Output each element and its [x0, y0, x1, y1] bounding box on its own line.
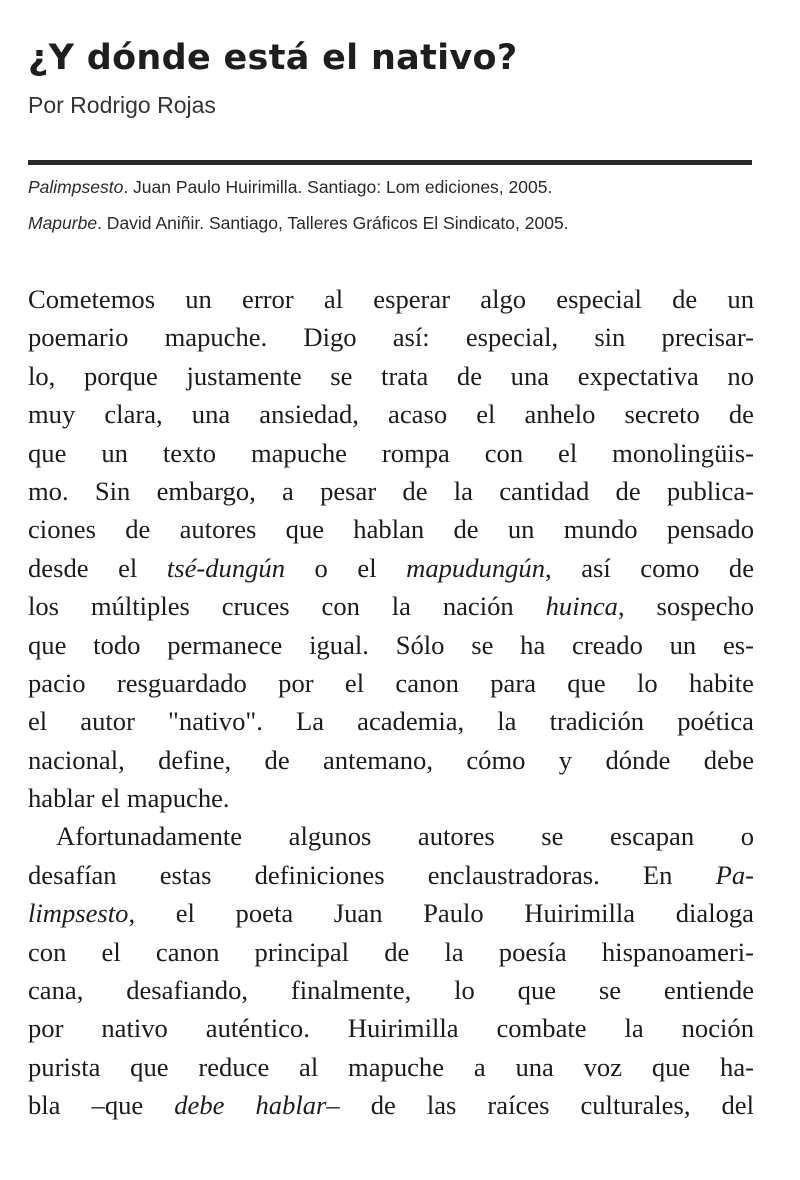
article-byline: Por Rodrigo Rojas — [28, 92, 216, 118]
text-run: Afortunadamente algunos autores se escapan o — [56, 821, 754, 852]
text-line — [28, 434, 754, 472]
text-run: hablar el mapuche. — [28, 783, 230, 814]
text-line — [28, 817, 754, 855]
text-run: purista que reduce al mapuche a una voz que ha- — [28, 1051, 754, 1082]
text-run: lo, porque justamente se trata de una expectativa no — [28, 360, 754, 391]
book-title: Palimpsesto — [28, 177, 124, 197]
text-run: mo. Sin embargo, a pesar de la cantidad de publica- — [28, 475, 754, 506]
italic-text: huinca — [545, 591, 618, 622]
header-rule — [28, 160, 752, 165]
text-line — [28, 702, 754, 740]
text-run: ciones de autores que hablan de un mundo pensado — [28, 514, 754, 545]
text-line — [28, 357, 754, 395]
text-line — [28, 510, 754, 548]
italic-text: Pa- — [715, 859, 754, 890]
book-details: . David Aniñir. Santiago, Talleres Gráficos El Sindicato, 2005. — [97, 213, 569, 233]
text-run: Cometemos un error al esperar algo especial de un — [28, 284, 754, 314]
text-line — [28, 856, 754, 894]
text-run: , el poeta Juan Paulo Huirimilla dialoga — [128, 898, 754, 929]
text-line — [28, 933, 754, 971]
text-line — [28, 1048, 754, 1086]
text-run: desde el — [28, 552, 167, 583]
text-line — [28, 472, 754, 510]
article-title: ¿Y dónde está el nativo? — [28, 38, 518, 78]
text-run: los múltiples cruces con la nación — [28, 591, 546, 622]
text-line — [28, 1086, 754, 1124]
text-line — [28, 971, 754, 1009]
text-run: el autor "nativo". La academia, la tradición poética — [28, 706, 754, 737]
book-title: Mapurbe — [28, 213, 98, 233]
text-line — [28, 664, 754, 702]
text-line — [28, 318, 754, 356]
text-run: , sospecho — [617, 591, 754, 622]
text-run: pacio resguardado por el canon para que lo habite — [28, 667, 754, 698]
text-run: – de las raíces culturales, del — [326, 1090, 754, 1121]
text-line — [28, 894, 754, 932]
italic-text: debe hablar — [174, 1090, 327, 1121]
text-line — [28, 587, 754, 625]
book-references — [28, 176, 758, 248]
text-run: que un texto mapuche rompa con el monolingüis- — [28, 437, 754, 468]
text-run: muy clara, una ansiedad, acaso el anhelo secreto de — [28, 399, 754, 430]
text-run: que todo permanece igual. Sólo se ha creado un es- — [28, 629, 754, 660]
text-run: bla –que — [28, 1090, 175, 1121]
text-run: con el canon principal de la poesía hispanoameri- — [28, 936, 754, 967]
text-run: o el — [285, 552, 407, 583]
book-reference — [28, 176, 758, 212]
text-line — [28, 741, 754, 779]
paragraph — [28, 280, 754, 817]
paragraph — [28, 817, 754, 1124]
text-line — [28, 779, 754, 817]
italic-text: tsé-dungún — [166, 552, 286, 583]
book-reference — [28, 212, 758, 248]
text-line — [28, 626, 754, 664]
text-line — [28, 395, 754, 433]
italic-text: limpsesto — [28, 898, 129, 929]
text-line — [28, 1009, 754, 1047]
text-run: nacional, define, de antemano, cómo y dónde debe — [28, 744, 754, 775]
italic-text: mapudungún — [406, 552, 546, 583]
article-body — [28, 280, 754, 1125]
book-details: . Juan Paulo Huirimilla. Santiago: Lom ediciones, 2005. — [123, 177, 553, 197]
text-run: cana, desafiando, finalmente, lo que se entiende — [28, 975, 754, 1006]
text-line — [28, 549, 754, 587]
text-run: , así como de — [545, 552, 754, 583]
text-run: desafían estas definiciones enclaustradoras. En — [28, 859, 716, 890]
text-run: poemario mapuche. Digo así: especial, sin precisar- — [28, 322, 754, 353]
text-run: por nativo auténtico. Huirimilla combate la noción — [28, 1013, 754, 1044]
text-line — [28, 280, 754, 318]
